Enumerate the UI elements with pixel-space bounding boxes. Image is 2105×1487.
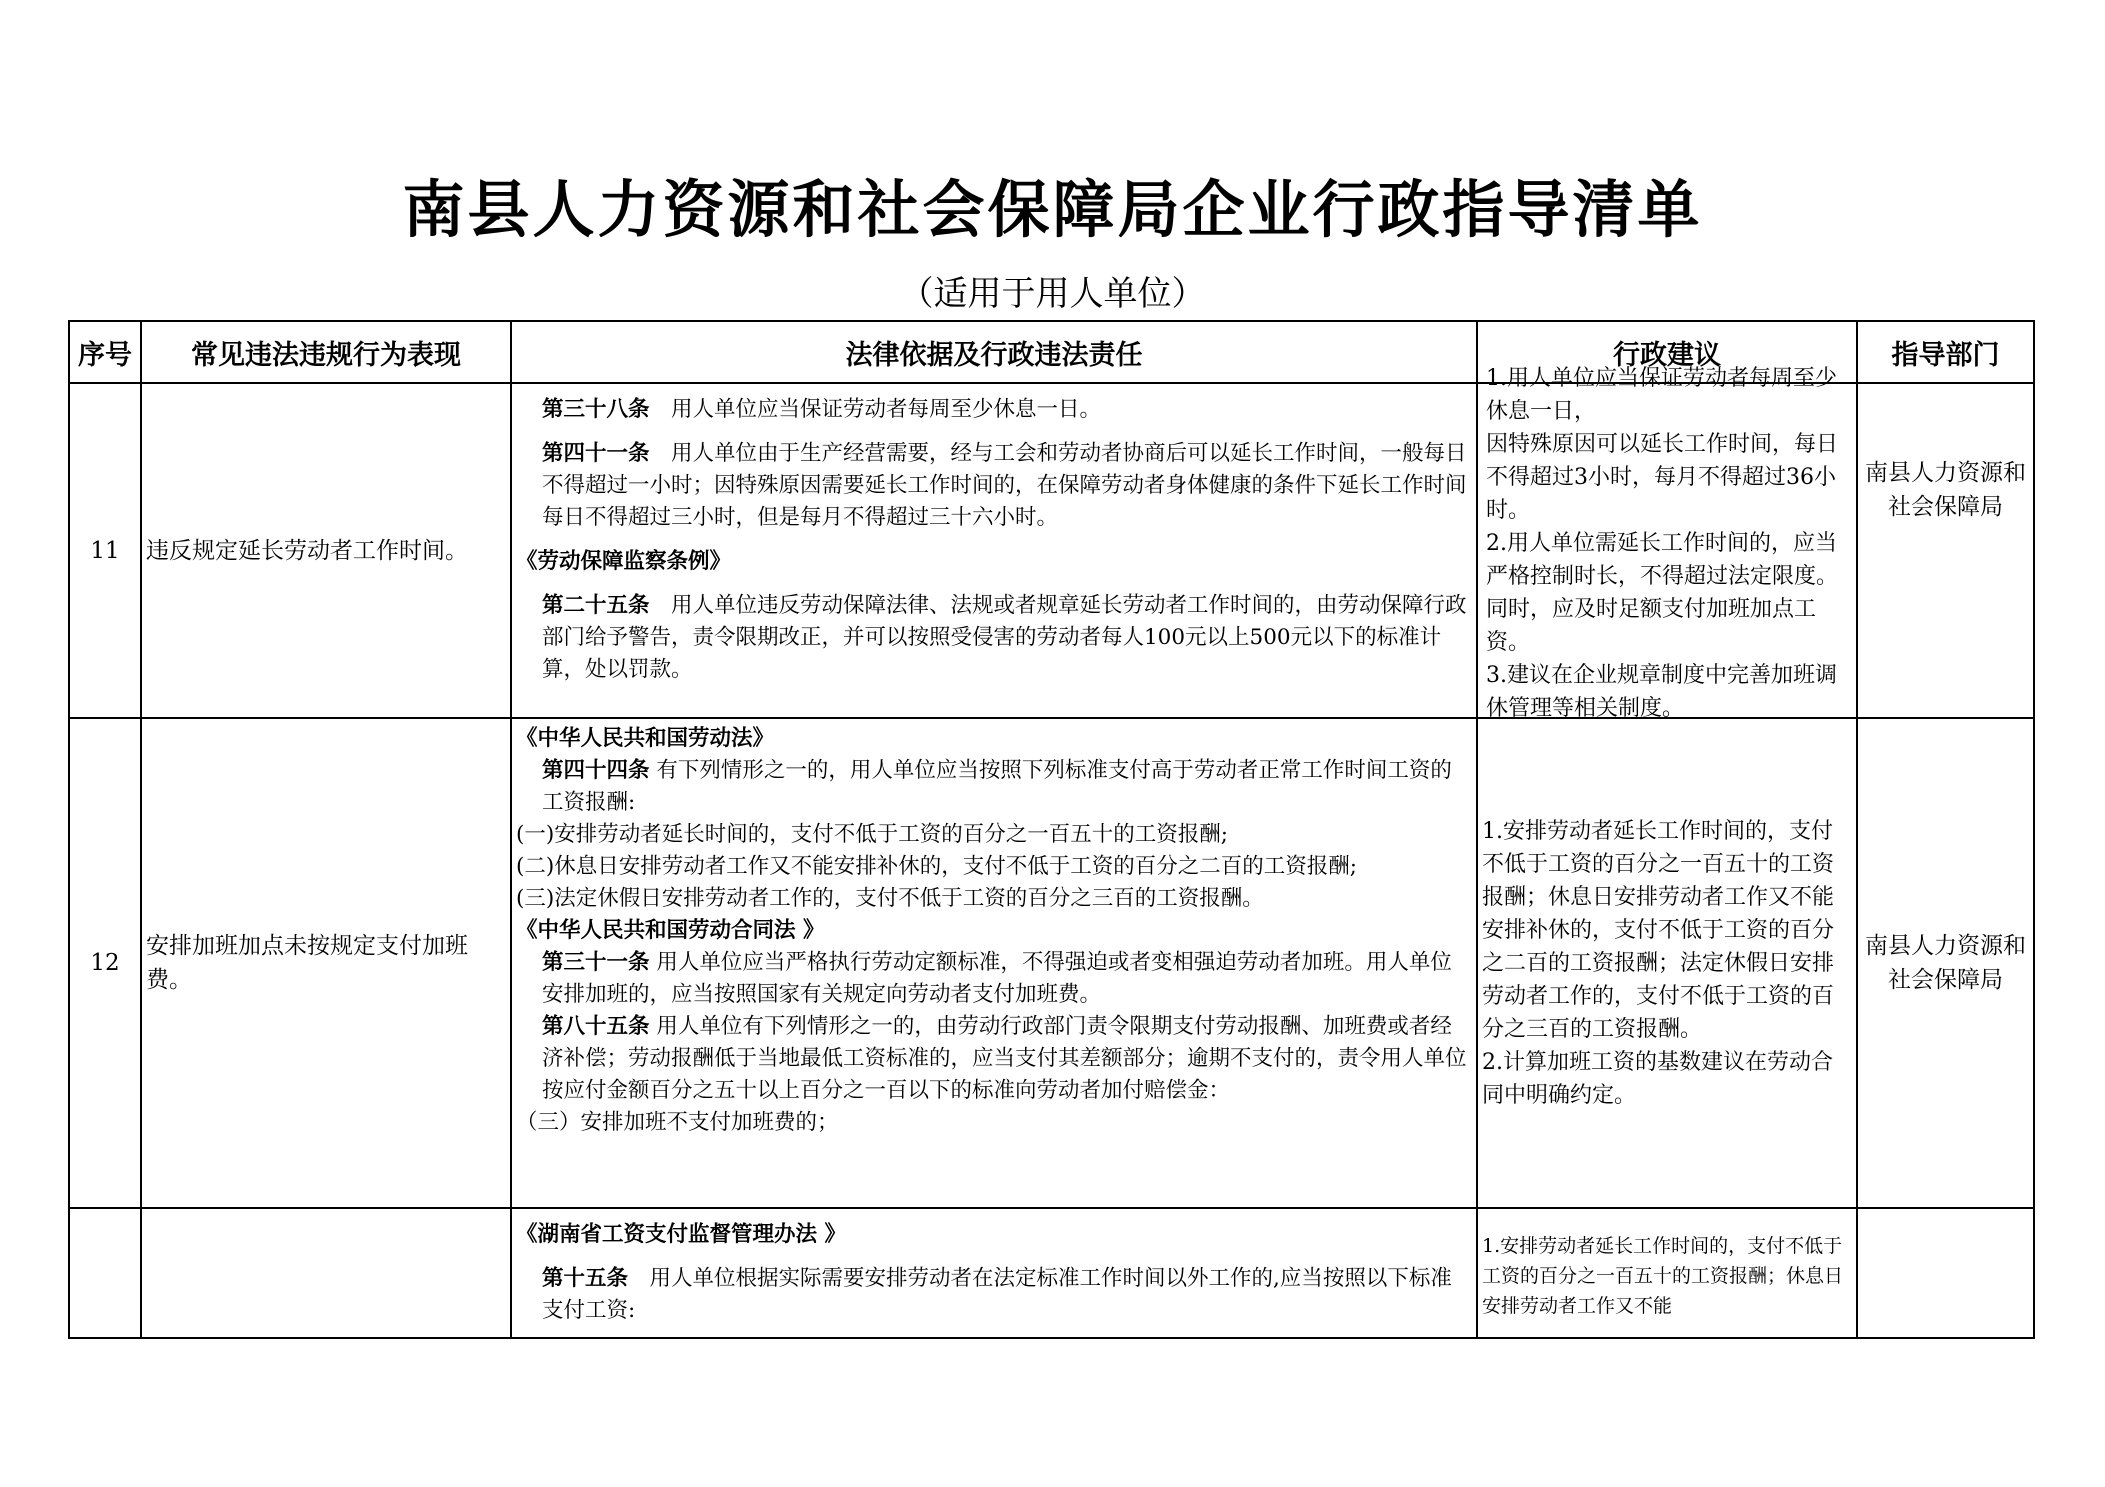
department-cell: 南县人力资源和社会保障局 xyxy=(1857,718,2034,1208)
law-clause: (三)法定休假日安排劳动者工作的，支付不低于工资的百分之三百的工资报酬。 xyxy=(516,886,1264,911)
article-text: 用人单位应当严格执行劳动定额标准，不得强迫或者变相强迫劳动者加班。用人单位安排加班的，应当按照国家有关规定向劳动者支付加班费。 xyxy=(542,950,1452,1007)
article-text: 用人单位违反劳动保障法律、法规或者规章延长劳动者工作时间的，由劳动保障行政部门给予警告，责令限期改正，并可以按照受侵害的劳动者每人100元以上500元以下的标准计算，处以罚款。 xyxy=(542,593,1467,682)
law-clause: (一)安排劳动者延长时间的，支付不低于工资的百分之一百五十的工资报酬; xyxy=(516,822,1229,847)
law-article xyxy=(516,438,1472,534)
suggestion-content xyxy=(1486,362,1848,725)
behavior-cell xyxy=(141,1208,511,1338)
article-label: 第十五条 xyxy=(542,1266,629,1291)
article-text: 用人单位有下列情形之一的，由劳动行政部门责令限期支付劳动报酬、加班费或者经济补偿；劳动报酬低于当地最低工资标准的，应当支付其差额部分；逾期不支付的，责令用人单位按应付金额百分之五十以上百分之一百以下的标准向劳动者加付赔偿金： xyxy=(542,1014,1467,1103)
law-heading: 《劳动保障监察条例》 xyxy=(516,549,732,574)
suggestion-cell xyxy=(1477,366,1857,721)
header-department: 指导部门 xyxy=(1857,321,2034,383)
header-no: 序号 xyxy=(69,321,141,383)
behavior-cell: 安排加班加点未按规定支付加班费。 xyxy=(141,718,511,1208)
article-label: 第四十四条 xyxy=(542,758,650,783)
article-text: 有下列情形之一的，用人单位应当按照下列标准支付高于劳动者正常工作时间工资的工资报酬: xyxy=(542,758,1452,815)
article-label: 第三十八条 xyxy=(542,397,650,422)
article-label: 第二十五条 xyxy=(542,593,650,618)
law-cell xyxy=(511,718,1477,1208)
law-article xyxy=(516,755,1472,819)
department-cell xyxy=(1857,1208,2034,1338)
law-article xyxy=(516,1263,1472,1327)
article-text: 用人单位由于生产经营需要，经与工会和劳动者协商后可以延长工作时间，一般每日不得超过一小时；因特殊原因需要延长工作时间的，在保障劳动者身体健康的条件下延长工作时间每日不得超过三小时，但是每月不得超过三十六小时。 xyxy=(542,441,1467,530)
page-subtitle: （适用于用人单位） xyxy=(899,274,1206,314)
law-clause: (二)休息日安排劳动者工作又不能安排补休的，支付不低于工资的百分之二百的工资报酬; xyxy=(516,854,1358,879)
law-heading: 《湖南省工资支付监督管理办法 》 xyxy=(516,1222,846,1247)
law-article xyxy=(516,1011,1472,1107)
article-label: 第三十一条 xyxy=(542,950,650,975)
suggestion-cell xyxy=(1477,1208,1857,1338)
table-row xyxy=(69,1208,2034,1338)
guidance-table xyxy=(68,320,2035,1339)
law-heading: 《中华人民共和国劳动法》 xyxy=(516,726,775,751)
law-clause: （三）安排加班不支付加班费的； xyxy=(516,1110,839,1135)
suggestion-item: 1.安排劳动者延长工作时间的，支付不低于工资的百分之一百五十的工资报酬；休息日安排劳动者工作又不能 xyxy=(1482,1235,1844,1317)
department-cell: 南县人力资源和社会保障局 xyxy=(1857,383,2034,718)
table-row xyxy=(69,718,2034,1208)
law-article xyxy=(516,394,1472,426)
law-article xyxy=(516,590,1472,686)
header-suggestion: 行政建议 xyxy=(1477,321,1857,383)
header-behavior: 常见违法违规行为表现 xyxy=(141,321,511,383)
article-label: 第四十一条 xyxy=(542,441,650,466)
guidance-table-frame xyxy=(68,320,2033,1330)
article-text: 用人单位应当保证劳动者每周至少休息一日。 xyxy=(649,397,1102,422)
suggestion-item: 因特殊原因可以延长工作时间，每日不得超过3小时，每月不得超过36小时。 xyxy=(1486,432,1839,523)
suggestion-clip xyxy=(1482,366,1852,721)
article-label: 第八十五条 xyxy=(542,1014,650,1039)
behavior-cell: 违反规定延长劳动者工作时间。 xyxy=(141,383,511,718)
row-number xyxy=(69,1208,141,1338)
header-law: 法律依据及行政违法责任 xyxy=(511,321,1477,383)
suggestion-item: 1.用人单位应当保证劳动者每周至少休息一日， xyxy=(1486,366,1837,424)
table-row xyxy=(69,383,2034,718)
row-number: 11 xyxy=(69,383,141,718)
law-cell xyxy=(511,383,1477,718)
suggestion-cell xyxy=(1477,718,1857,1208)
law-cell xyxy=(511,1208,1477,1338)
suggestion-item: 1.安排劳动者延长工作时间的，支付不低于工资的百分之一百五十的工资报酬；休息日安排劳动者工作又不能安排补休的，支付不低于工资的百分之二百的工资报酬；法定休假日安排劳动者工作的，支付不低于工资的百分之三百的工资报酬。 xyxy=(1482,818,1835,1042)
suggestion-item: 3.建议在企业规章制度中完善加班调休管理等相关制度。 xyxy=(1486,663,1837,721)
suggestion-item: 2.计算加班工资的基数建议在劳动合同中明确约定。 xyxy=(1482,1049,1833,1108)
article-text: 用人单位根据实际需要安排劳动者在法定标准工作时间以外工作的,应当按照以下标准支付工资: xyxy=(542,1266,1452,1323)
law-article xyxy=(516,947,1472,1011)
suggestion-item: 2.用人单位需延长工作时间的，应当严格控制时长，不得超过法定限度。同时，应及时足额支付加班加点工资。 xyxy=(1486,531,1839,655)
page-title: 南县人力资源和社会保障局企业行政指导清单 xyxy=(402,173,1703,246)
row-number: 12 xyxy=(69,718,141,1208)
law-heading: 《中华人民共和国劳动合同法 》 xyxy=(516,918,825,943)
